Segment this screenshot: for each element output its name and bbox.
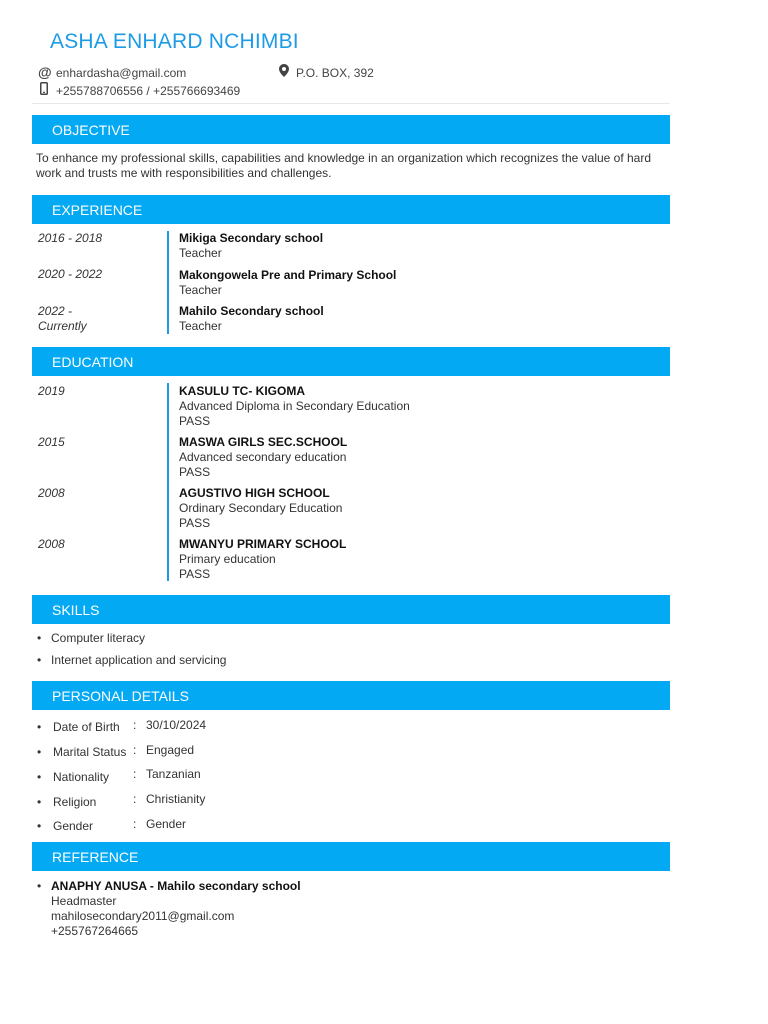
detail-label: Gender	[53, 819, 94, 833]
education-school: MASWA GIRLS SEC.SCHOOL	[179, 435, 348, 449]
education-course: Primary education	[179, 552, 276, 566]
education-course: Advanced secondary education	[179, 450, 347, 464]
detail-separator: :	[133, 817, 137, 831]
experience-entry	[179, 231, 323, 261]
education-course: Ordinary Secondary Education	[179, 501, 343, 515]
education-result: PASS	[179, 567, 211, 581]
email-text: enhardasha@gmail.com	[56, 66, 187, 80]
section-header-objective	[32, 115, 670, 144]
section-title: REFERENCE	[52, 849, 139, 865]
reference-email: mahilosecondary2011@gmail.com	[51, 909, 235, 923]
experience-entry	[179, 268, 396, 298]
section-header-skills	[32, 595, 670, 624]
experience-entry	[179, 304, 324, 334]
experience-timeline-line	[167, 231, 169, 334]
education-year: 2008	[38, 537, 65, 551]
education-school: KASULU TC- KIGOMA	[179, 384, 305, 398]
full-name: ASHA ENHARD NCHIMBI	[50, 30, 299, 53]
detail-separator: :	[133, 718, 137, 732]
skill-text: Computer literacy	[51, 631, 146, 645]
personal-detail-row: • Date of Birth	[37, 720, 120, 734]
education-school: AGUSTIVO HIGH SCHOOL	[179, 486, 330, 500]
detail-separator: :	[133, 767, 137, 781]
experience-date: 2020 - 2022	[38, 267, 103, 281]
phone-contact	[38, 82, 240, 98]
phone-icon	[38, 82, 50, 98]
detail-value: 30/10/2024	[146, 718, 207, 732]
detail-value: Tanzanian	[146, 767, 201, 781]
reference-name: ANAPHY ANUSA - Mahilo secondary school	[51, 879, 301, 893]
section-header-education	[32, 347, 670, 376]
section-title: EDUCATION	[52, 354, 134, 370]
skill-text: Internet application and servicing	[51, 653, 227, 667]
experience-date: 2016 - 2018	[38, 231, 103, 245]
section-header-experience	[32, 195, 670, 224]
section-header-reference	[32, 842, 670, 871]
header-divider	[32, 103, 670, 104]
section-title: OBJECTIVE	[52, 122, 130, 138]
section-title: PERSONAL DETAILS	[52, 688, 189, 704]
reference-phone: +255767264665	[51, 924, 139, 938]
detail-value: Gender	[146, 817, 187, 831]
personal-detail-row: • Marital Status	[37, 745, 127, 759]
map-pin-icon	[278, 64, 290, 80]
experience-role: Teacher	[179, 319, 222, 333]
detail-label: Religion	[53, 795, 97, 809]
phone-text: +255788706556 / +255766693469	[56, 84, 241, 98]
education-year: 2015	[38, 435, 65, 449]
at-icon: @	[38, 64, 52, 80]
education-result: PASS	[179, 516, 211, 530]
education-entry	[179, 537, 346, 582]
objective-text: To enhance my professional skills, capabilities and knowledge in an organization which recognizes the value of hard work and trusts me with responsibilities and challenges.	[36, 151, 652, 180]
section-title: EXPERIENCE	[52, 202, 143, 218]
personal-detail-row: • Gender	[37, 819, 94, 833]
education-entry	[179, 384, 410, 429]
address-contact	[278, 64, 374, 80]
section-title: SKILLS	[52, 602, 100, 618]
section-header-personal-details	[32, 681, 670, 710]
detail-separator: :	[133, 743, 137, 757]
detail-label: Marital Status	[53, 745, 127, 759]
experience-role: Teacher	[179, 283, 222, 297]
address-text: P.O. BOX, 392	[296, 66, 374, 80]
experience-org: Mahilo Secondary school	[179, 304, 324, 318]
education-year: 2019	[38, 384, 65, 398]
personal-detail-row: • Religion	[37, 795, 97, 809]
email-contact	[38, 64, 186, 80]
skill-item: • Internet application and servicing	[37, 653, 227, 667]
education-result: PASS	[179, 465, 211, 479]
experience-role: Teacher	[179, 246, 222, 260]
detail-value: Engaged	[146, 743, 195, 757]
detail-label: Date of Birth	[53, 720, 120, 734]
education-entry	[179, 486, 342, 531]
detail-label: Nationality	[53, 770, 110, 784]
personal-detail-row: • Nationality	[37, 770, 110, 784]
detail-value: Christianity	[146, 792, 206, 806]
experience-org: Mikiga Secondary school	[179, 231, 324, 245]
reference-entry: • ANAPHY ANUSA - Mahilo secondary school Headmaster mahilosecondary2011@gmail.com +255767264665	[37, 879, 301, 938]
experience-date: 2022 - Currently	[38, 304, 87, 333]
education-result: PASS	[179, 414, 211, 428]
education-school: MWANYU PRIMARY SCHOOL	[179, 537, 347, 551]
education-timeline-line	[167, 383, 169, 581]
education-course: Advanced Diploma in Secondary Education	[179, 399, 410, 413]
experience-org: Makongowela Pre and Primary School	[179, 268, 397, 282]
skill-item: • Computer literacy	[37, 631, 146, 645]
detail-separator: :	[133, 792, 137, 806]
education-year: 2008	[38, 486, 65, 500]
education-entry	[179, 435, 347, 480]
reference-position: Headmaster	[51, 894, 117, 908]
